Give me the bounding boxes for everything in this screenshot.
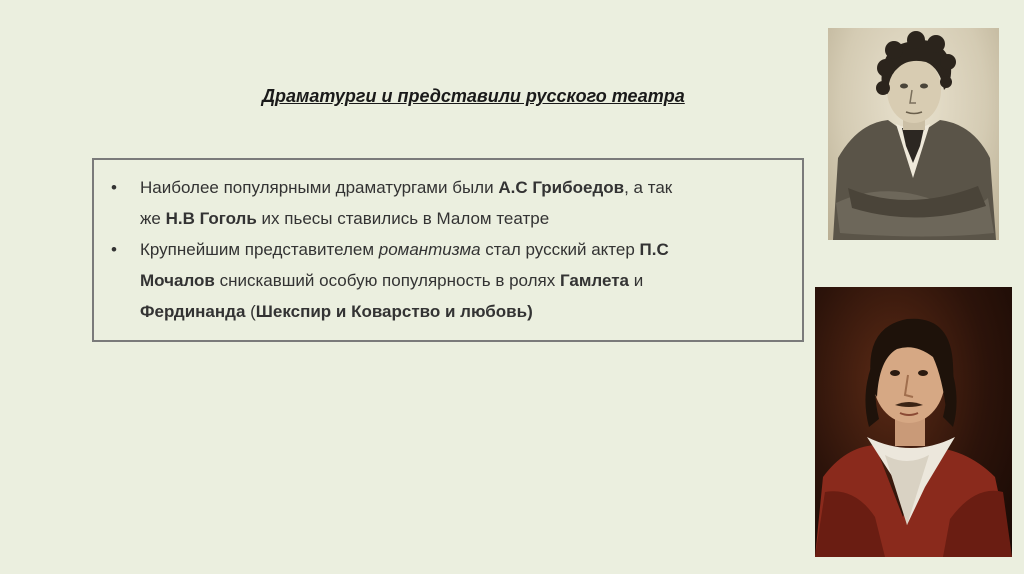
slide-title: Драматурги и представили русского театра bbox=[262, 86, 685, 106]
bullet-item-1 bbox=[104, 172, 788, 234]
name-gogol: Н.В Гоголь bbox=[165, 209, 257, 228]
text-run: снискавший особую популярность в ролях bbox=[214, 271, 560, 290]
bullet-2-line-1 bbox=[140, 234, 788, 265]
bullet-1-line-2 bbox=[140, 203, 788, 234]
text-run: , а так bbox=[624, 178, 673, 197]
text-run: Крупнейшим представителем bbox=[140, 240, 379, 259]
bullet-item-2 bbox=[104, 234, 788, 327]
bullet-marker: • bbox=[111, 240, 117, 259]
role-hamlet: Гамлета bbox=[559, 271, 630, 290]
name-initials-mochalov: П.С bbox=[639, 240, 669, 259]
name-mochalov: Мочалов bbox=[140, 271, 215, 290]
text-run: Наиболее популярными драматургами были bbox=[140, 178, 499, 197]
name-griboyedov: А.С Грибоедов bbox=[498, 178, 625, 197]
plays-reference: Шекспир и Коварство и любовь) bbox=[255, 302, 533, 321]
bullet-marker: • bbox=[111, 178, 117, 197]
bullet-1-line-1 bbox=[140, 172, 788, 203]
text-run: же bbox=[140, 209, 166, 228]
painted-portrait-image bbox=[815, 287, 1012, 557]
role-ferdinand: Фердинанда bbox=[140, 302, 246, 321]
engraving-portrait-image bbox=[828, 28, 999, 240]
bullet-2-line-3 bbox=[140, 296, 788, 327]
text-run: их пьесы ставились в Малом театре bbox=[256, 209, 550, 228]
gogol-portrait bbox=[815, 287, 1012, 557]
term-romanticism: романтизма bbox=[378, 240, 481, 259]
text-run: стал русский актер bbox=[480, 240, 640, 259]
content-box bbox=[92, 158, 804, 342]
text-run: и bbox=[629, 271, 644, 290]
bullet-2-line-2 bbox=[140, 265, 788, 296]
griboyedov-portrait bbox=[828, 28, 999, 240]
text-run: ( bbox=[245, 302, 256, 321]
